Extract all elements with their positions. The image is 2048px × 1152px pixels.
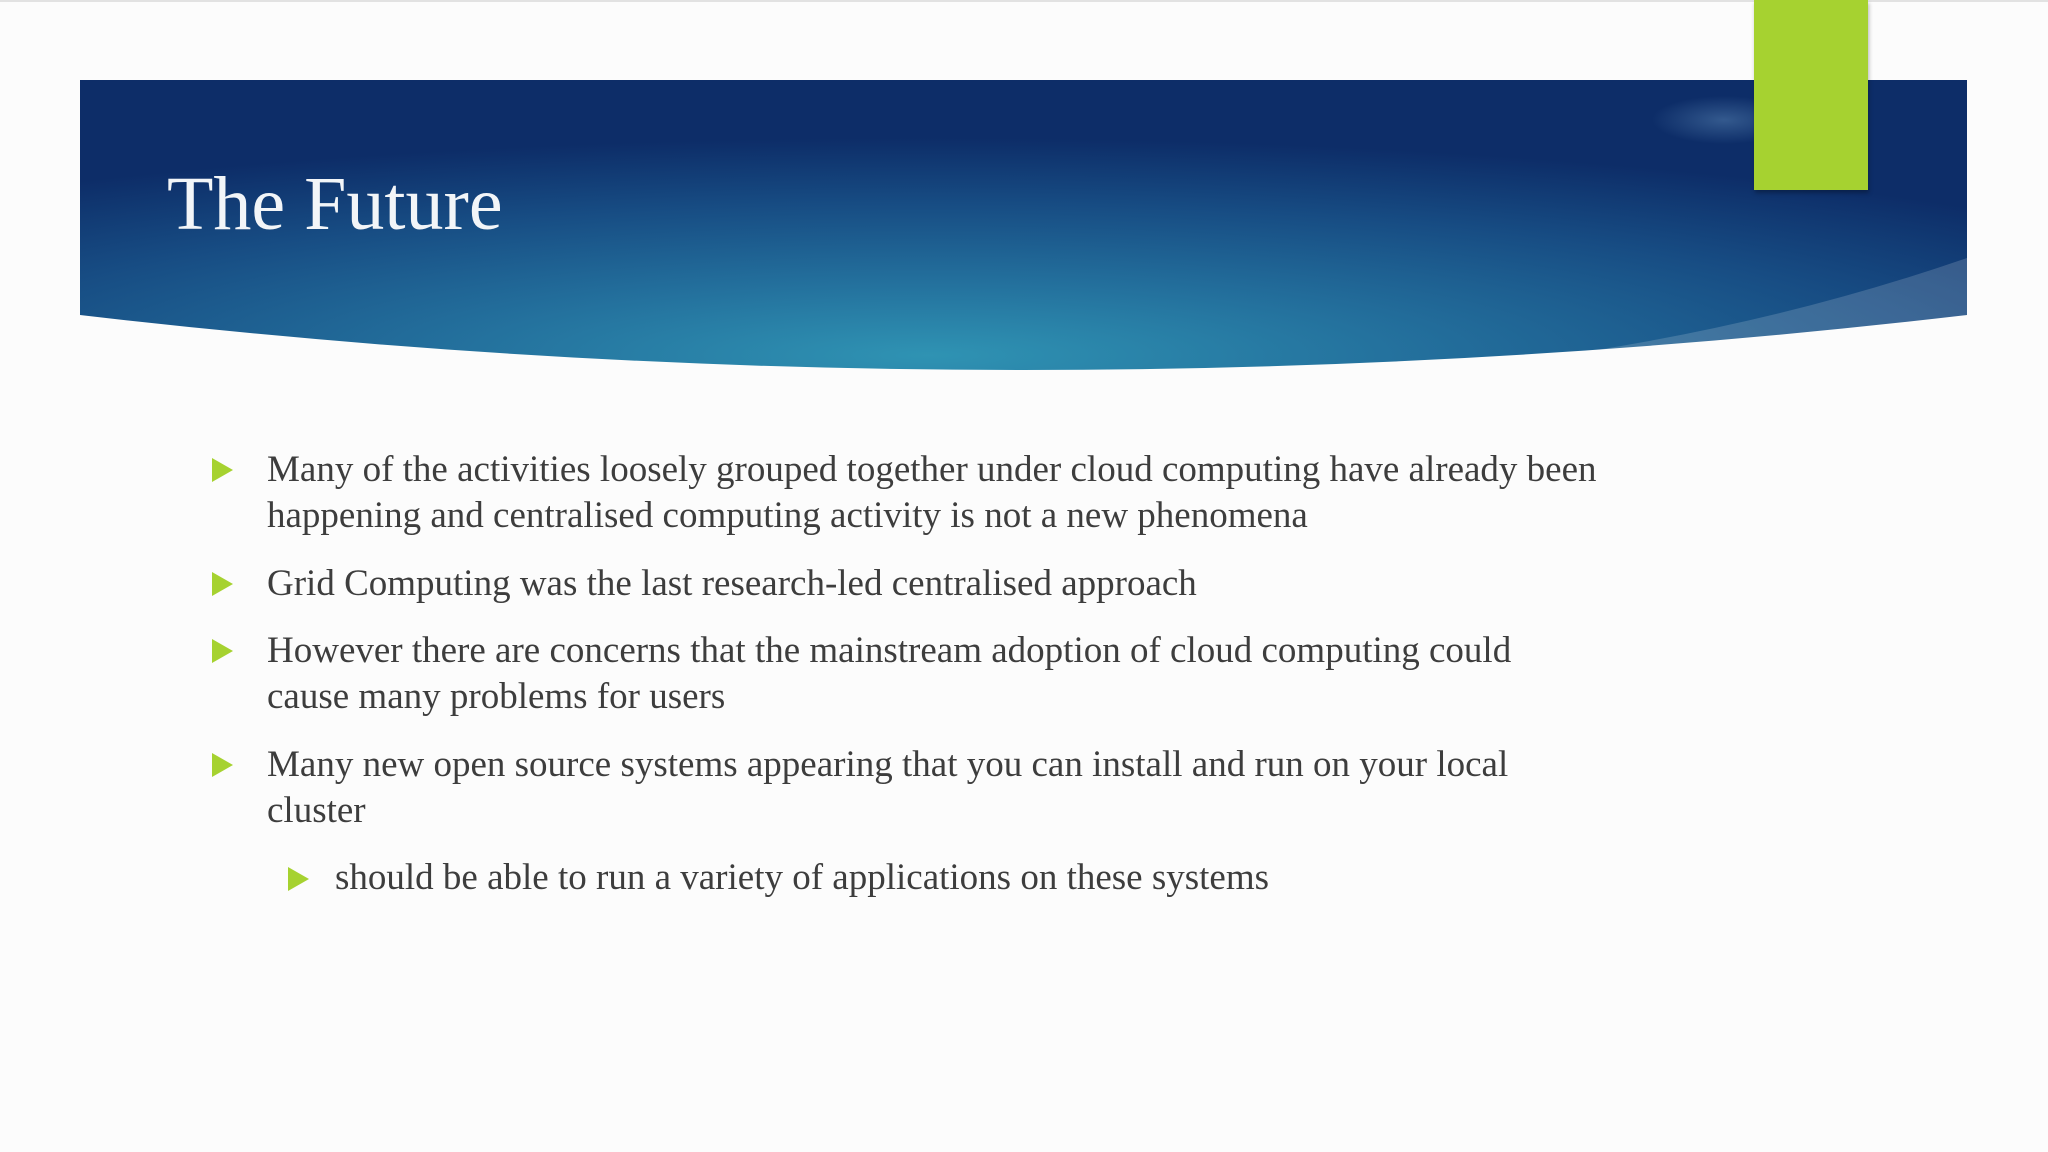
- bullet-line: should be able to run a variety of applications on these systems: [335, 857, 1270, 898]
- bullet-line: Many new open source systems appearing that you can install and run on your local: [267, 744, 1509, 785]
- green-triangle-bullet-icon: [212, 458, 233, 482]
- bullet-line: Many of the activities loosely grouped together under cloud computing have already been: [267, 449, 1597, 490]
- green-triangle-bullet-icon: [212, 572, 233, 596]
- top-divider: [0, 0, 2048, 2]
- bullet-item: [267, 561, 1197, 607]
- slide-title: The Future: [167, 162, 503, 246]
- bullet-item: [267, 628, 1511, 720]
- bullet-line: cause many problems for users: [267, 676, 726, 717]
- bullet-line: cluster: [267, 790, 366, 831]
- bullet-item: [267, 742, 1508, 834]
- bullet-line: happening and centralised computing activity is not a new phenomena: [267, 495, 1308, 536]
- green-triangle-bullet-icon: [212, 753, 233, 777]
- green-triangle-bullet-icon: [212, 639, 233, 663]
- sub-bullet-item: [335, 855, 1269, 901]
- accent-tab: [1754, 0, 1868, 190]
- green-triangle-bullet-icon: [288, 867, 309, 891]
- bullet-line: However there are concerns that the mainstream adoption of cloud computing could: [267, 630, 1512, 671]
- bullet-line: Grid Computing was the last research-led centralised approach: [267, 563, 1197, 604]
- bullet-item: [267, 447, 1597, 539]
